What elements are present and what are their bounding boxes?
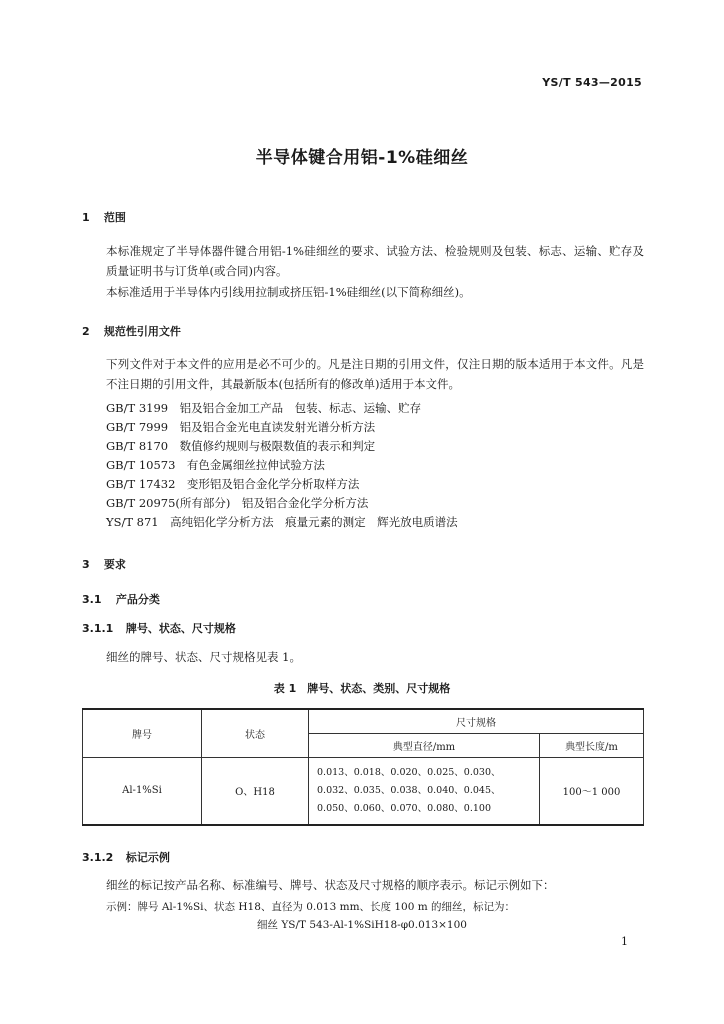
header-size: 尺寸规格 — [309, 709, 644, 733]
reference-item: YS/T 871 高纯铝化学分析方法 痕量元素的测定 辉光放电质谱法 — [106, 515, 458, 529]
reference-item: GB/T 8170 数值修约规则与极限数值的表示和判定 — [106, 439, 376, 453]
section-number: 2 — [82, 325, 90, 338]
section-3-1-heading — [82, 591, 160, 607]
table-header-row — [83, 709, 644, 733]
section-1-paragraph-1 — [82, 241, 644, 281]
header-grade: 牌号 — [83, 709, 202, 757]
section-number: 3.1.1 — [82, 622, 114, 635]
section-3-1-1-text — [82, 647, 644, 667]
section-title: 标记示例 — [125, 851, 170, 864]
paragraph-text: 细丝的牌号、状态、尺寸规格见表 1。 — [106, 650, 301, 664]
section-title: 牌号、状态、尺寸规格 — [125, 622, 236, 635]
marking-example: 示例：牌号 Al-1%Si、状态 H18、直径为 0.013 mm、长度 100 m 的细丝，标记为： — [106, 901, 516, 913]
section-1-heading — [82, 209, 126, 225]
section-2-intro — [82, 354, 644, 394]
table-1-caption: 表 1 牌号、状态、类别、尺寸规格 — [273, 682, 451, 695]
paragraph-text: 本标准规定了半导体器件键合用铝-1%硅细丝的要求、试验方法、检验规则及包装、标志、运输、贮存及质量证明书与订货单(或合同)内容。 — [106, 244, 644, 278]
cell-temper: O、H18 — [202, 757, 309, 825]
header-diameter: 典型直径/mm — [309, 733, 540, 757]
header-temper: 状态 — [202, 709, 309, 757]
section-1-paragraph-2 — [82, 282, 644, 302]
header-length: 典型长度/m — [540, 733, 644, 757]
section-number: 1 — [82, 211, 90, 224]
paragraph-text: 下列文件对于本文件的应用是必不可少的。凡是注日期的引用文件，仅注日期的版本适用于本文件。凡是不注日期的引用文件，其最新版本(包括所有的修改单)适用于本文件。 — [106, 357, 644, 391]
standard-code: YS/T 543—2015 — [542, 76, 642, 89]
marking-designation: 细丝 YS/T 543-Al-1%SiH18-φ0.013×100 — [257, 919, 467, 931]
cell-length: 100～1 000 — [540, 757, 644, 825]
reference-item: GB/T 7999 铝及铝合金光电直读发射光谱分析方法 — [106, 420, 376, 434]
section-2-heading — [82, 323, 181, 339]
cell-diameter: 0.013、0.018、0.020、0.025、0.030、0.032、0.035、0.038、0.040、0.045、0.050、0.060、0.070、0.080、0.100 — [309, 757, 540, 825]
paragraph-text: 细丝的标记按产品名称、标准编号、牌号、状态及尺寸规格的顺序表示。标记示例如下： — [106, 878, 555, 892]
table-row — [83, 757, 644, 825]
page-number: 1 — [621, 935, 628, 948]
section-title: 产品分类 — [115, 593, 160, 606]
section-title: 要求 — [103, 558, 126, 571]
section-number: 3.1.2 — [82, 851, 114, 864]
reference-item: GB/T 17432 变形铝及铝合金化学分析取样方法 — [106, 477, 360, 491]
section-3-1-2-text — [82, 875, 644, 895]
reference-item: GB/T 20975(所有部分) 铝及铝合金化学分析方法 — [106, 496, 369, 510]
section-3-1-2-heading — [82, 849, 170, 865]
cell-grade: Al-1%Si — [83, 757, 202, 825]
paragraph-text: 本标准适用于半导体内引线用拉制或挤压铝-1%硅细丝(以下简称细丝)。 — [106, 285, 471, 299]
section-number: 3 — [82, 558, 90, 571]
table-1 — [82, 708, 644, 826]
section-title: 规范性引用文件 — [103, 325, 181, 338]
section-title: 范围 — [103, 211, 126, 224]
document-title: 半导体键合用铝-1%硅细丝 — [255, 148, 469, 168]
section-number: 3.1 — [82, 593, 102, 606]
reference-item: GB/T 10573 有色金属细丝拉伸试验方法 — [106, 458, 325, 472]
section-3-1-1-heading — [82, 620, 236, 636]
section-3-heading — [82, 556, 126, 572]
reference-item: GB/T 3199 铝及铝合金加工产品 包装、标志、运输、贮存 — [106, 401, 422, 415]
